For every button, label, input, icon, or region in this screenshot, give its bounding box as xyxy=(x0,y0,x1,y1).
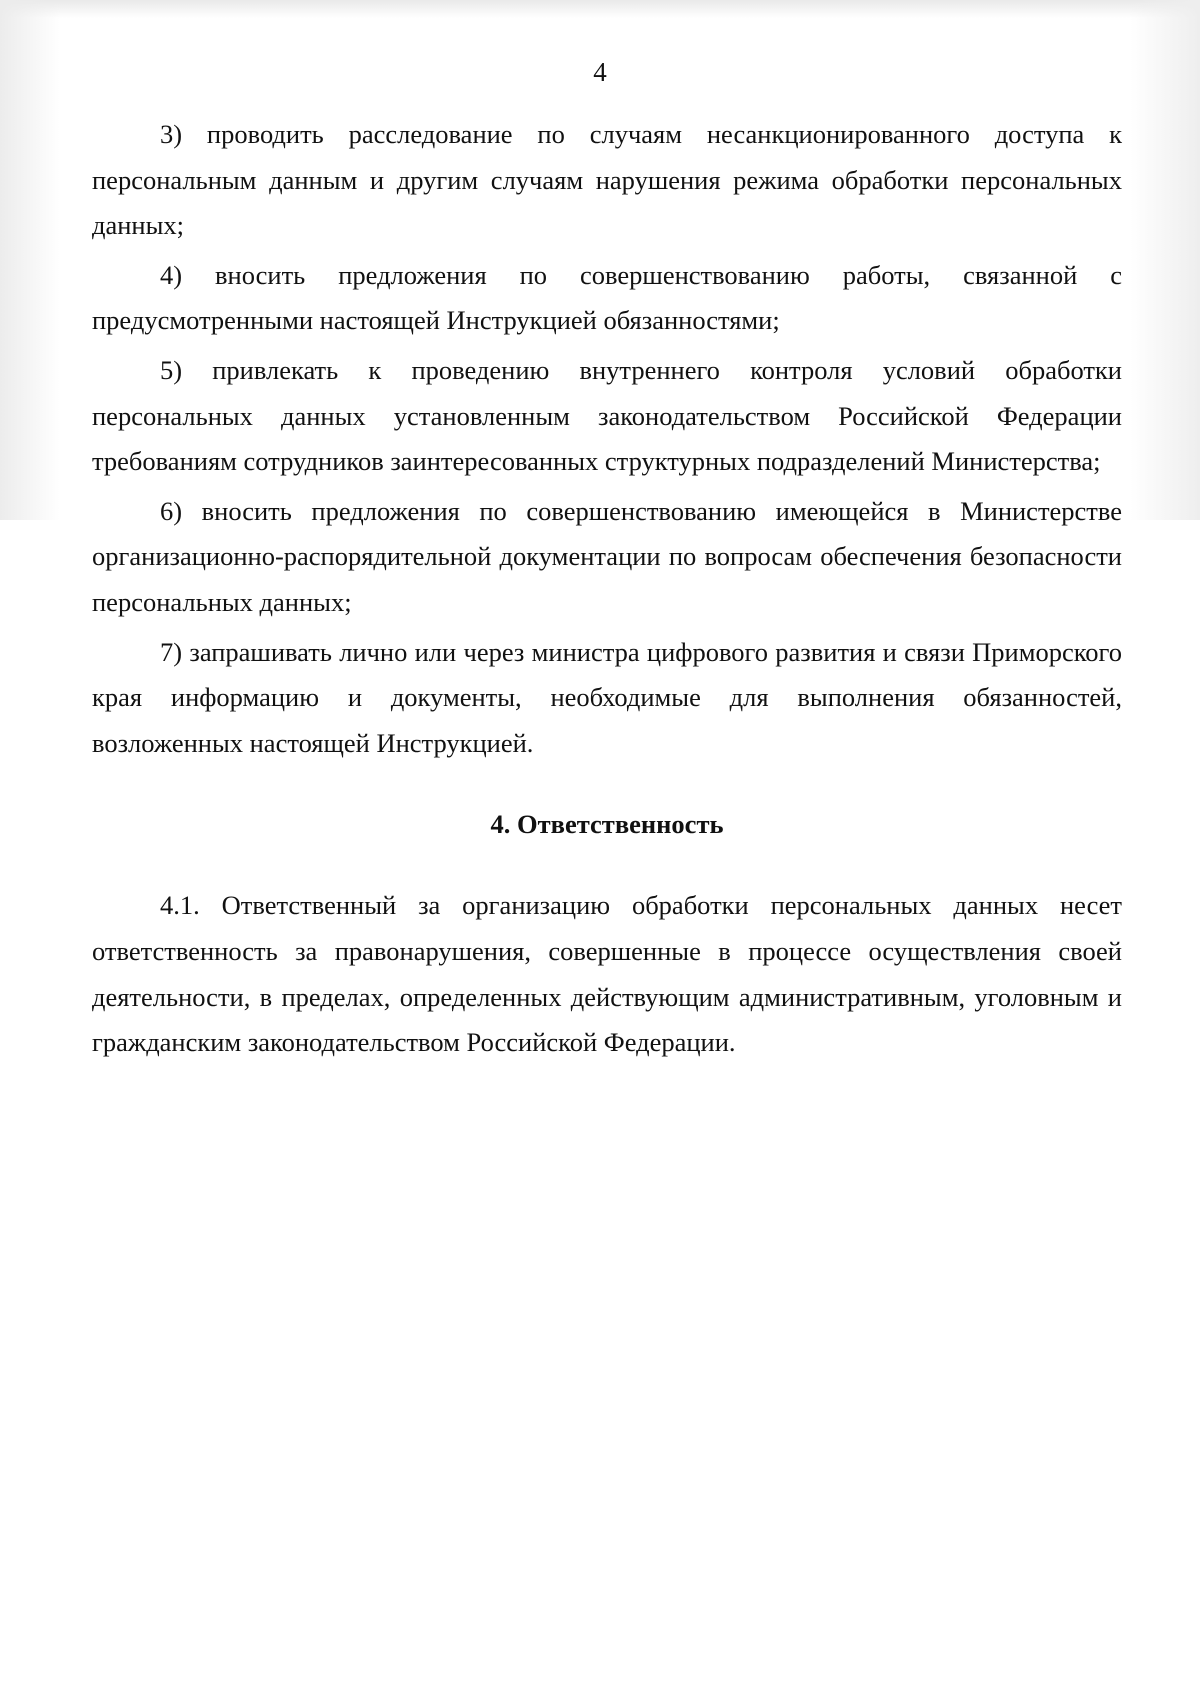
page-number: 4 xyxy=(593,57,607,87)
section-heading-responsibility: 4. Ответственность xyxy=(490,809,724,840)
list-item-7: 7) запрашивать лично или через министра цифрового развития и связи Приморского края информацию и документы, необходимые для выполнения обязанностей, возложенных настоящей Инструкцией. xyxy=(92,636,1122,758)
document-body xyxy=(92,112,1122,1066)
list-item-5: 5) привлекать к проведению внутреннего контроля условий обработки персональных данных установленным законодательством Российской Федерации требованиям сотрудников заинтересованных структурных подразделений Министерства; xyxy=(92,354,1122,477)
list-item-4: 4) вносить предложения по совершенствованию работы, связанной с предусмотренными настоящей Инструкцией обязанностями; xyxy=(92,259,1122,336)
list-item-3: 3) проводить расследование по случаям несанкционированного доступа к персональным данным и другим случаям нарушения режима обработки персональных данных; xyxy=(92,119,1122,241)
list-item-6: 6) вносить предложения по совершенствованию имеющейся в Министерстве организационно-распорядительной документации по вопросам обеспечения безопасности персональных данных; xyxy=(92,495,1122,617)
scan-shadow-top xyxy=(0,0,1200,18)
paragraph-4-1: 4.1. Ответственный за организацию обработки персональных данных несет ответственность за правонарушения, совершенные в процессе осуществления своей деятельности, в пределах, определенных действующим административным, уголовным и гражданским законодательством Российской Федерации. xyxy=(92,890,1122,1058)
